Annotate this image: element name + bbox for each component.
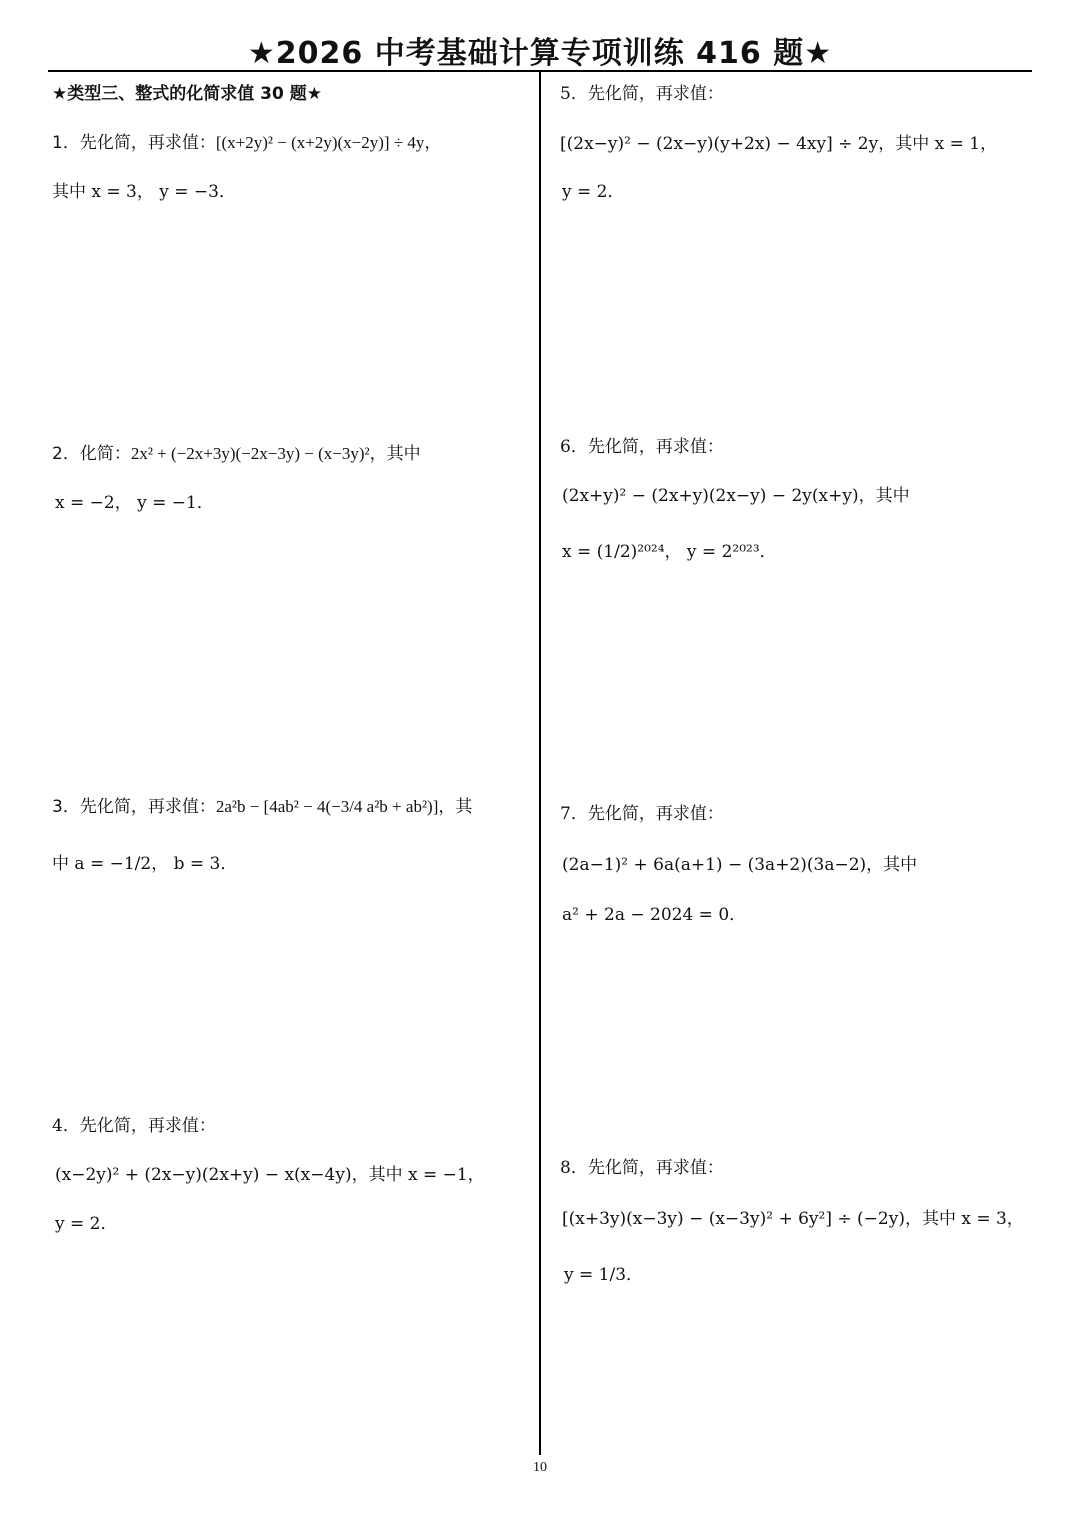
- problem-8-line-2: [(x+3y)(x−3y) − (x−3y)² + 6y²] ÷ (−2y)，其中 x = 3，: [562, 1209, 1024, 1229]
- page-title: ★2026 中考基础计算专项训练 416 题★: [247, 36, 833, 71]
- problem-5-line-1: 5．先化简，再求值：: [560, 84, 724, 104]
- column-divider: [539, 72, 541, 1455]
- problem-3-line-1: [52, 796, 472, 818]
- problem-4-line-2: (x−2y)² + (2x−y)(2x+y) − x(x−4y)，其中 x = −1，: [55, 1165, 485, 1185]
- page-number: 10: [533, 1460, 547, 1475]
- problem-6-line-3: x = (1/2)²⁰²⁴， y = 2²⁰²³．: [562, 542, 777, 562]
- problem-3-prompt: 3．先化简，再求值：: [52, 797, 216, 817]
- problem-7-line-2: (2a−1)² + 6a(a+1) − (3a+2)(3a−2)，其中: [562, 855, 918, 875]
- problem-2-line-1: [52, 443, 421, 465]
- problem-4-line-3: y = 2．: [55, 1214, 118, 1234]
- section-heading: ★类型三、整式的化简求值 30 题★: [52, 84, 322, 104]
- problem-1-prompt: 1．先化简，再求值：: [52, 133, 216, 153]
- problem-1-line-2: 其中 x = 3， y = −3．: [52, 182, 236, 202]
- problem-6-line-2: (2x+y)² − (2x+y)(2x−y) − 2y(x+y)，其中: [562, 486, 910, 506]
- problem-7-line-3: a² + 2a − 2024 = 0．: [562, 905, 747, 925]
- problem-2-prompt: 2．化简：: [52, 444, 131, 464]
- problem-5-line-3: y = 2．: [562, 182, 625, 202]
- problem-3-expression: 2a²b − [4ab² − 4(−3/4 a²b + ab²)]，其: [215, 797, 473, 816]
- problem-2-expression: 2x² + (−2x+3y)(−2x−3y) − (x−3y)²，其中: [130, 444, 421, 463]
- problem-7-line-1: 7．先化简，再求值：: [560, 804, 724, 824]
- problem-8-line-1: 8．先化简，再求值：: [560, 1158, 724, 1178]
- problem-5-line-2: [(2x−y)² − (2x−y)(y+2x) − 4xy] ÷ 2y，其中 x = 1，: [560, 134, 998, 154]
- problem-2-line-2: x = −2， y = −1．: [55, 493, 214, 513]
- problem-6-line-1: 6．先化简，再求值：: [560, 437, 724, 457]
- problem-3-line-2: 中 a = −1/2， b = 3．: [52, 854, 238, 874]
- problem-8-line-3: y = 1/3．: [564, 1265, 644, 1285]
- problem-4-line-1: 4．先化简，再求值：: [52, 1116, 216, 1136]
- problem-1-expression: [(x+2y)² − (x+2y)(x−2y)] ÷ 4y，: [215, 133, 442, 152]
- problem-1-line-1: [52, 132, 441, 154]
